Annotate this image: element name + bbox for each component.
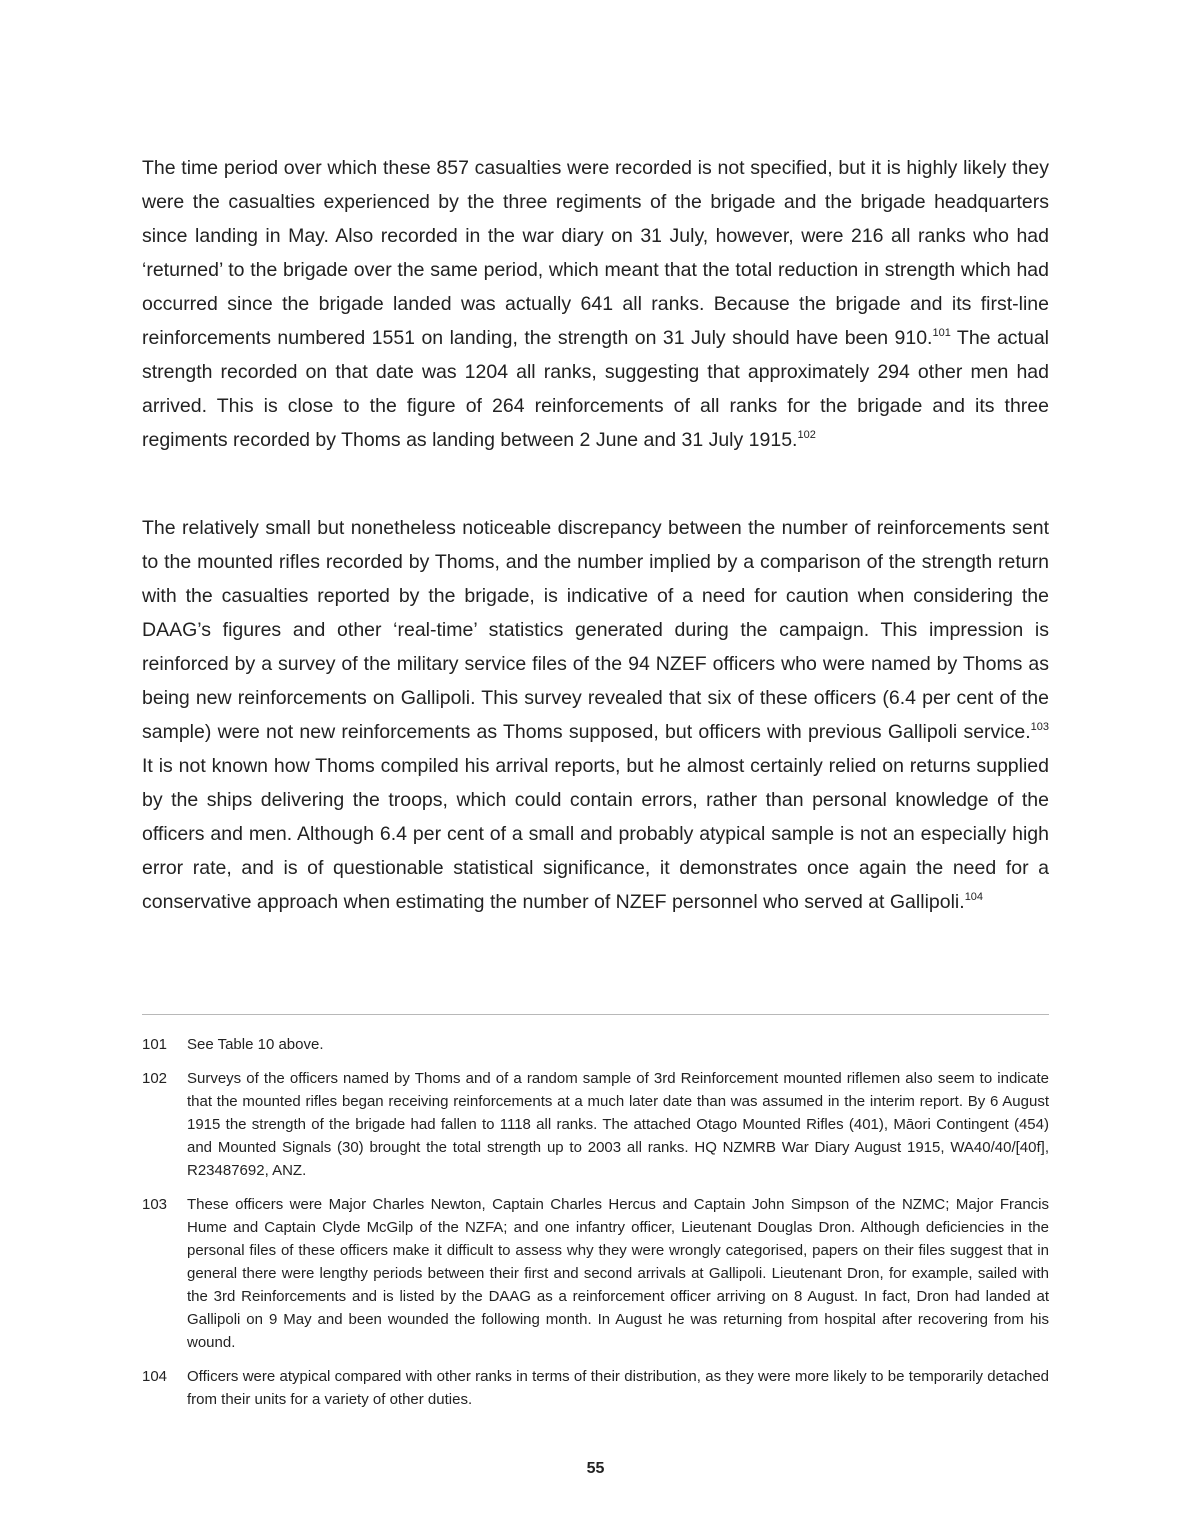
- footnote-101: [142, 1033, 1049, 1056]
- footnote-text: See Table 10 above.: [187, 1036, 324, 1053]
- footnote-104: [142, 1365, 1049, 1411]
- footnote-reference-101[interactable]: 101: [932, 327, 951, 339]
- footnote-text: Surveys of the officers named by Thoms and of a random sample of 3rd Reinforcement mounted riflemen also seem to indicate that the mounted rifles began receiving reinforcements at a much later date than was assumed in the interim report. By 6 August 1915 the strength of the brigade had fallen to 1118 all ranks. The attached Otago Mounted Rifles (401), Māori Contingent (454) and Mounted Signals (30) brought the total strength up to 2003 all ranks. HQ NZMRB War Diary August 1915, WA40/40/[40f], R23487692, ANZ.: [187, 1070, 1049, 1179]
- footnote-number: 104: [142, 1368, 168, 1385]
- paragraph-2-text-b: It is not known how Thoms compiled his arrival reports, but he almost certainly relied on returns supplied by the ships delivering the troops, which could contain errors, rather than personal knowledge of the officers and men. Although 6.4 per cent of a small and probably atypical sample is not an especially high error rate, and is of questionable statistical significance, it demonstrates once again the need for a conservative approach when estimating the number of NZEF personnel who served at Gallipoli.: [142, 755, 1049, 913]
- body-paragraph-2: [142, 511, 1049, 919]
- paragraph-2-text-a: The relatively small but nonetheless noticeable discrepancy between the number of reinforcements sent to the mounted rifles recorded by Thoms, and the number implied by a comparison of the strength return with the casualties reported by the brigade, is indicative of a need for caution when considering the DAAG’s figures and other ‘real-time’ statistics generated during the campaign. This impression is reinforced by a survey of the military service files of the 94 NZEF officers who were named by Thoms as being new reinforcements on Gallipoli. This survey revealed that six of these officers (6.4 per cent of the sample) were not new reinforcements as Thoms supposed, but officers with previous Gallipoli service.: [142, 517, 1049, 743]
- footnote-text: Officers were atypical compared with other ranks in terms of their distribution, as they were more likely to be temporarily detached from their units for a variety of other duties.: [187, 1368, 1049, 1408]
- footnote-reference-104[interactable]: 104: [964, 891, 984, 903]
- footnote-text: These officers were Major Charles Newton, Captain Charles Hercus and Captain John Simpson of the NZMC; Major Francis Hume and Captain Clyde McGilp of the NZFA; and one infantry officer, Lieutenant Douglas Dron. Although deficiencies in the personal files of these officers make it difficult to assess why they were wrongly categorised, papers on their files suggest that in general there were lengthy periods between their first and second arrivals at Gallipoli. Lieutenant Dron, for example, sailed with the 3rd Reinforcements and is listed by the DAAG as a reinforcement officer arriving on 8 August. In fact, Dron had landed at Gallipoli on 9 May and been wounded the following month. In August he was returning from hospital after recovering from his wound.: [187, 1196, 1049, 1351]
- footnote-number: 102: [142, 1070, 168, 1087]
- paragraph-1-text-a: The time period over which these 857 casualties were recorded is not specified, but it is highly likely they were the casualties experienced by the three regiments of the brigade and the brigade headquarters since landing in May. Also recorded in the war diary on 31 July, however, were 216 all ranks who had ‘returned’ to the brigade over the same period, which meant that the total reduction in strength which had occurred since the brigade landed was actually 641 all ranks. Because the brigade and its first-line reinforcements numbered 1551 on landing, the strength on 31 July should have been 910.: [142, 157, 1049, 349]
- footnote-reference-103[interactable]: 103: [1030, 721, 1049, 733]
- body-paragraph-1: [142, 151, 1049, 457]
- footnote-103: [142, 1193, 1049, 1354]
- paragraph-1-text-b: The actual strength recorded on that date was 1204 all ranks, suggesting that approximately 294 other men had arrived. This is close to the figure of 264 reinforcements of all ranks for the brigade and its three regiments recorded by Thoms as landing between 2 June and 31 July 1915.: [142, 327, 1049, 451]
- page-number: 55: [586, 1460, 605, 1477]
- footnote-102: [142, 1067, 1049, 1182]
- footnote-number: 101: [142, 1036, 168, 1053]
- footnotes-section: [142, 1033, 1049, 1422]
- footnote-number: 103: [142, 1196, 168, 1213]
- footnote-divider: [142, 1014, 1049, 1015]
- footnote-reference-102[interactable]: 102: [797, 429, 816, 441]
